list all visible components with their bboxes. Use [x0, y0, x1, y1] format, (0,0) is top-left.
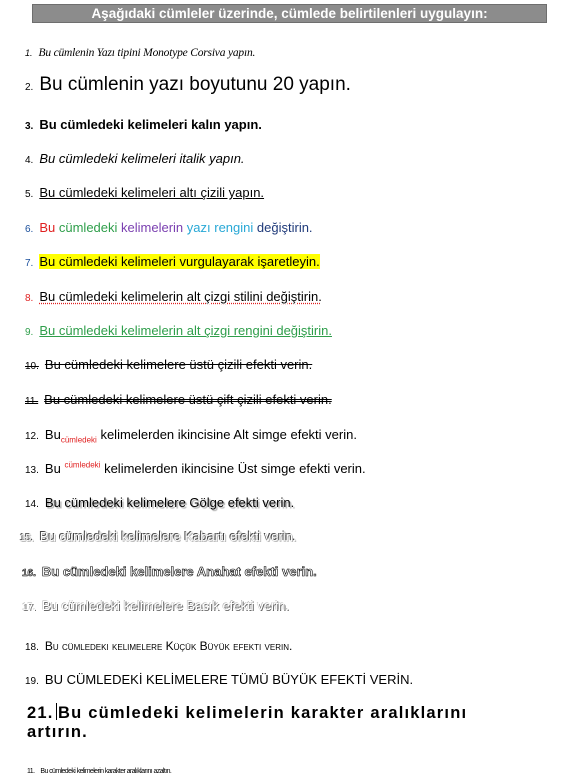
item-number: 1.	[25, 48, 33, 58]
list-item-9	[25, 322, 332, 340]
item-text-engrave[interactable]: Bu cümledeki kelimelere Basık efekti verin.	[41, 598, 290, 613]
item-text[interactable]	[44, 427, 357, 445]
item-number: 3.	[25, 121, 34, 132]
item-number: 11.	[25, 396, 39, 407]
list-item-5	[25, 184, 264, 202]
item-text[interactable]: Bu cümledeki kelimelerin alt çizgi rengini değiştirin.	[39, 323, 332, 338]
item-number: 11.	[27, 768, 35, 775]
item-number: 21.	[27, 704, 54, 722]
list-item-4	[25, 150, 245, 168]
item-text-smallcaps[interactable]: Bu cümledeki kelimelere Küçük Büyük efekti verin.	[44, 639, 293, 653]
list-item-3	[25, 116, 262, 134]
word-post: kelimelerden ikincisine Alt simge efekti verin.	[100, 427, 357, 442]
item-number: 10.	[25, 361, 39, 372]
item-number: 7.	[25, 258, 34, 269]
item-number: 17.	[22, 602, 36, 613]
item-text-highlighted[interactable]: Bu cümledeki kelimeleri vurgulayarak işaretleyin.	[39, 254, 320, 269]
list-item-16	[22, 563, 317, 581]
word-purple: kelimelerin	[121, 220, 184, 235]
list-item-12	[25, 426, 357, 445]
list-item-13	[25, 460, 366, 478]
item-number: 18.	[25, 642, 39, 653]
item-text-outline[interactable]: Bu cümledeki kelimelere Anahat efekti verin.	[41, 564, 317, 579]
instructions-header: Aşağıdaki cümleler üzerinde, cümlede belirtilenleri uygulayın:	[32, 4, 547, 23]
text-cursor	[56, 703, 58, 720]
list-item-21	[27, 703, 527, 742]
word-post: kelimelerden ikincisine Üst simge efekti verin.	[104, 461, 366, 476]
item-number: 13.	[25, 465, 39, 476]
list-item-2	[25, 74, 351, 96]
list-item-18	[25, 637, 292, 655]
word-pre: Bu	[44, 461, 61, 476]
item-text[interactable]: Bu cümledeki kelimelerin alt çizgi stilini değiştirin.	[39, 289, 322, 304]
item-text[interactable]: Bu cümledeki kelimeleri kalın yapın.	[39, 117, 262, 132]
item-number: 12.	[25, 431, 39, 442]
item-text[interactable]	[45, 461, 366, 476]
word-red: Bu	[39, 220, 56, 235]
word-pre: Bu	[44, 427, 61, 442]
item-text[interactable]: Bu cümledeki kelimelere üstü çift çizili efekti verin.	[44, 392, 332, 407]
list-item-condensed	[27, 760, 171, 778]
item-text[interactable]: Bu cümlenin yazı boyutunu 20 yapın.	[39, 74, 351, 95]
item-number: 5.	[25, 189, 34, 200]
item-number: 8.	[25, 293, 34, 304]
list-item-19	[25, 671, 413, 689]
list-item-15	[20, 528, 296, 546]
item-number: 14.	[25, 499, 39, 510]
item-text-allcaps[interactable]: BU CÜMLEDEKİ KELİMELERE TÜMÜ BÜYÜK EFEKTİ VERİN.	[44, 672, 414, 687]
item-text-shadow[interactable]: Bu cümledeki kelimelere Gölge efekti verin.	[44, 495, 295, 510]
word-cyan: yazı rengini	[186, 220, 254, 235]
item-number: 15.	[20, 533, 34, 544]
item-number: 16.	[22, 568, 36, 579]
item-text[interactable]	[39, 220, 312, 235]
list-item-8	[25, 288, 322, 306]
item-number: 9.	[25, 327, 34, 338]
item-number: 19.	[25, 676, 39, 687]
item-number: 6.	[25, 224, 34, 235]
item-text[interactable]: Bu cümledeki kelimeleri italik yapın.	[39, 151, 245, 166]
item-number: 2.	[25, 82, 34, 93]
item-text-condensed[interactable]: Bu cümledeki kelimelerin karakter aralıklarını azaltın.	[40, 768, 172, 775]
superscript-word: cümledeki	[64, 460, 101, 470]
list-item-1	[25, 43, 255, 61]
item-text[interactable]: Bu cümledeki kelimelere üstü çizili efekti verin.	[44, 357, 313, 372]
item-text-emboss[interactable]: Bu cümledeki kelimelere Kabartı efekti verin.	[39, 529, 297, 544]
list-item-6	[25, 219, 313, 237]
item-number: 4.	[25, 155, 34, 166]
list-item-14	[25, 494, 294, 512]
list-item-10	[25, 356, 312, 374]
item-text[interactable]: Bu cümledeki kelimeleri altı çizili yapın.	[39, 185, 265, 200]
subscript-word: cümledeki	[60, 435, 97, 445]
list-item-11	[25, 391, 332, 409]
word-navy: değiştirin.	[256, 220, 313, 235]
word-green: cümledeki	[58, 220, 118, 235]
list-item-17	[22, 597, 289, 615]
item-text-expanded[interactable]: Bu cümledeki kelimelerin karakter aralıklarını artırın.	[27, 704, 468, 741]
list-item-7	[25, 253, 320, 271]
item-text[interactable]: Bu cümlenin Yazı tipini Monotype Corsiva yapın.	[38, 47, 256, 59]
